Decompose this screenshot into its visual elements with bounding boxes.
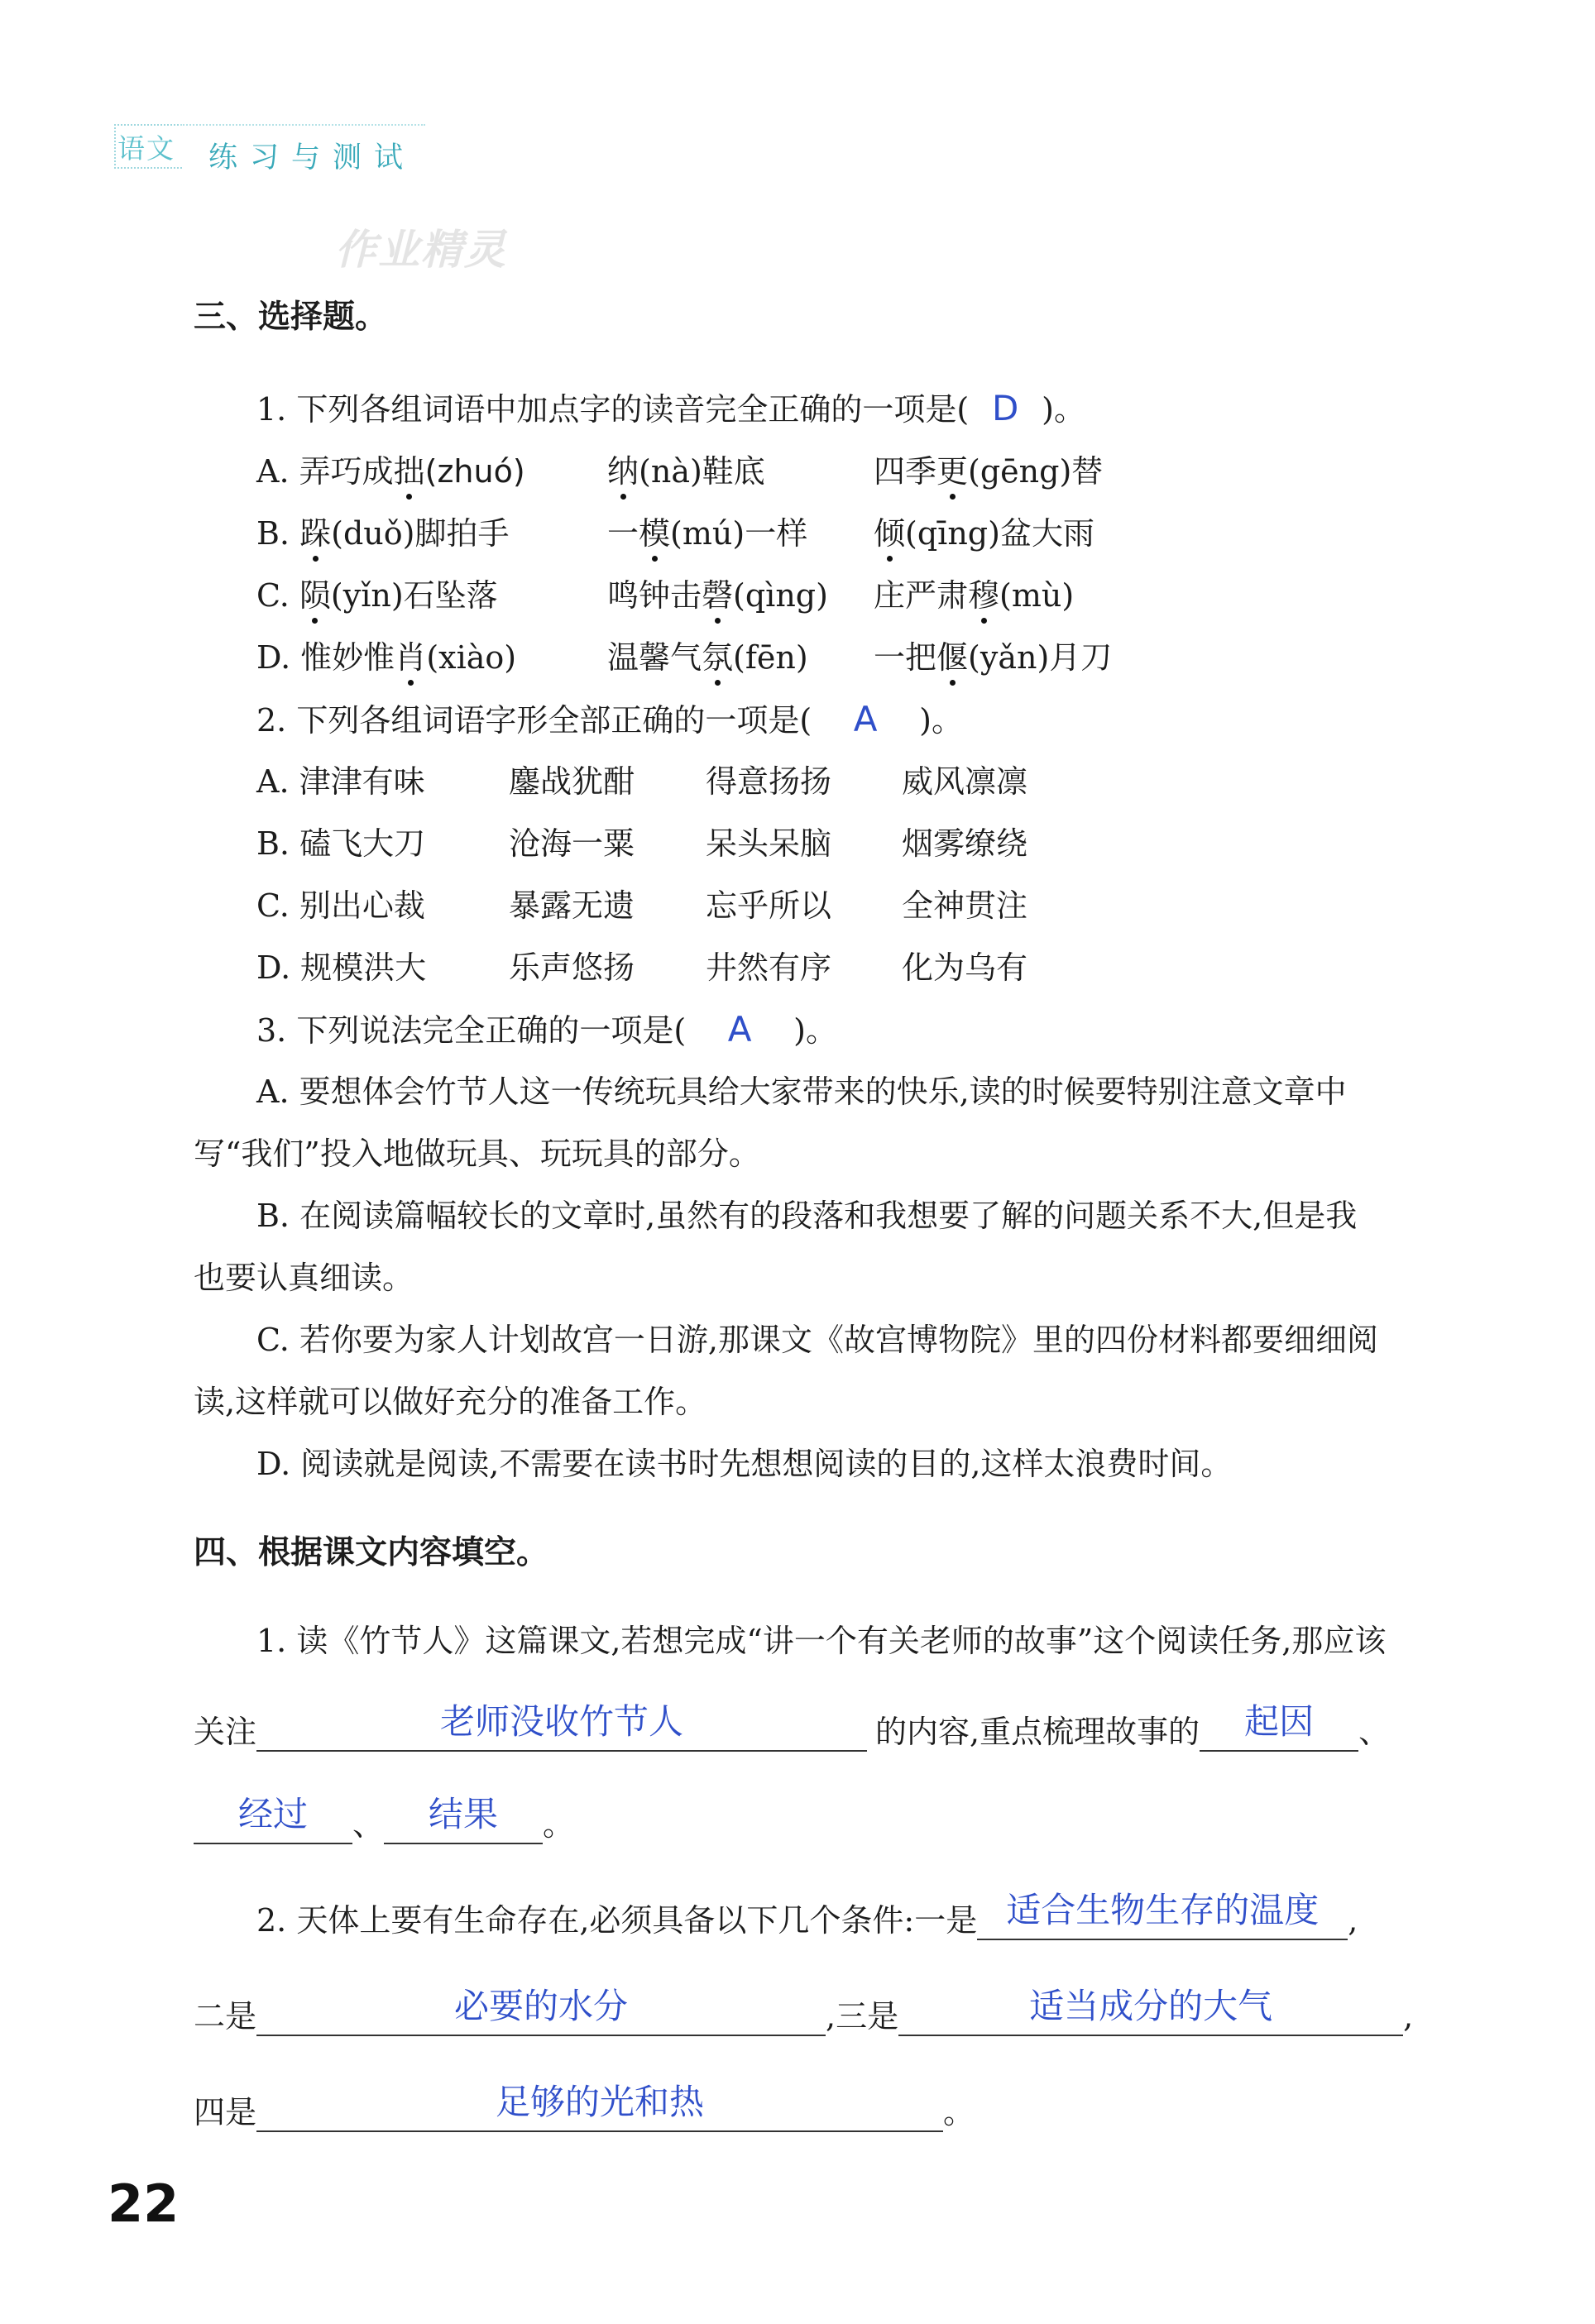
fill-q2-line2: 二是 必要的水分 ,三是 适当成分的大气 , [194, 1986, 1414, 2035]
q1-option-c-col3: 庄严肃穆(mù) [874, 577, 1075, 614]
q2-option-a-w4: 威风凛凛 [902, 763, 1028, 800]
fill-q2-pre: 2. 天体上要有生命存在,必须具备以下几个条件:一是 [256, 1902, 978, 1939]
header-dotted-line [180, 124, 425, 126]
q1-stem [256, 389, 1085, 429]
q1-option-d: D. 惟妙惟肖(xiào) [256, 639, 517, 676]
fill-q1-blank-1[interactable]: 老师没收竹节人 [256, 1710, 867, 1752]
q1-option-d-col3: 一把偃(yǎn)月刀 [874, 639, 1113, 676]
fill-q1-blank-4[interactable]: 结果 [384, 1803, 543, 1844]
q3-stem [256, 1010, 837, 1050]
q2-stem-pre: 2. 下列各组词语字形全部正确的一项是( [256, 702, 812, 739]
q2-stem-post: )。 [919, 702, 963, 739]
q2-option-a-w3: 得意扬扬 [706, 763, 832, 800]
q2-option-d: D. 规模洪大 [256, 949, 427, 986]
fill-q1-line1: 1. 读《竹节人》这篇课文,若想完成“讲一个有关老师的故事”这个阅读任务,那应该 [256, 1623, 1387, 1659]
q2-answer: A [853, 699, 878, 739]
q1-option-a: A. 弄巧成拙(zhuó) [256, 453, 525, 490]
q3-option-a-line2: 写“我们”投入地做玩具、玩玩具的部分。 [194, 1136, 760, 1172]
watermark-logo: 作业精灵 [335, 226, 507, 274]
fill-q2-blank-4[interactable]: 足够的光和热 [256, 2091, 943, 2132]
q1-answer: D [992, 388, 1019, 428]
q2-option-d-w3: 井然有序 [706, 949, 832, 986]
q2-option-a-w2: 鏖战犹酣 [509, 763, 635, 800]
q1-option-a-col3: 四季更(gēng)替 [874, 453, 1104, 490]
fill-q1-pre: 关注 [194, 1714, 257, 1750]
q3-stem-pre: 3. 下列说法完全正确的一项是( [256, 1012, 687, 1049]
q2-option-c-w4: 全神贯注 [902, 887, 1028, 924]
fill-q1-blank-2[interactable]: 起因 [1200, 1710, 1358, 1752]
q1-option-b: B. 跺(duǒ)脚拍手 [256, 515, 510, 552]
q1-option-d-col2: 温馨气氛(fēn) [607, 639, 808, 676]
q1-option-b-col3: 倾(qīng)盆大雨 [874, 515, 1094, 552]
q3-option-c-line2: 读,这样就可以做好充分的准备工作。 [194, 1384, 707, 1420]
q1-option-a-col2: 纳(nà)鞋底 [607, 453, 765, 490]
q2-option-a: A. 津津有味 [256, 763, 425, 800]
q1-stem-post: )。 [1042, 391, 1085, 428]
q3-option-d-line1: D. 阅读就是阅读,不需要在读书时先想想阅读的目的,这样太浪费时间。 [256, 1446, 1233, 1482]
q1-stem-pre: 1. 下列各组词语中加点字的读音完全正确的一项是( [256, 391, 970, 428]
q3-answer: A [727, 1009, 752, 1050]
q2-stem [256, 700, 963, 740]
fill-q2-line3: 四是 足够的光和热 。 [194, 2082, 975, 2130]
q2-option-b-w2: 沧海一粟 [509, 825, 635, 862]
q2-option-b-w3: 呆头呆脑 [706, 825, 832, 862]
q3-stem-post: )。 [793, 1012, 837, 1049]
header-subject: 语文 [117, 132, 175, 165]
fill-q1-line3: 经过 、 结果 。 [194, 1803, 574, 1844]
fill-q2-blank-2[interactable]: 必要的水分 [256, 1995, 826, 2036]
fill-q1-mid: 的内容,重点梳理故事的 [875, 1714, 1200, 1750]
section4-title: 四、根据课文内容填空。 [194, 1533, 549, 1571]
fill-q2-blank-1[interactable]: 适合生物生存的温度 [977, 1899, 1348, 1940]
section3-title: 三、选择题。 [194, 298, 388, 336]
fill-q2-blank-3[interactable]: 适当成分的大气 [898, 1995, 1403, 2036]
fill-q1-blank-3[interactable]: 经过 [194, 1803, 352, 1844]
q1-option-c-col2: 鸣钟击磬(qìng) [607, 577, 828, 614]
header-book-title: 练习与测试 [208, 141, 416, 175]
q1-option-b-col2: 一模(mú)一样 [607, 515, 808, 552]
q2-option-d-w2: 乐声悠扬 [509, 949, 635, 986]
q2-option-c-w3: 忘乎所以 [706, 887, 832, 924]
q2-option-b: B. 磕飞大刀 [256, 825, 426, 862]
fill-q1-line2: 关注 老师没收竹节人 的内容,重点梳理故事的 起因 、 [194, 1701, 1391, 1750]
q2-option-c-w2: 暴露无遗 [509, 887, 635, 924]
page-number: 22 [108, 2173, 180, 2234]
q3-option-b-line2: 也要认真细读。 [194, 1260, 414, 1296]
q2-option-d-w4: 化为乌有 [902, 949, 1028, 986]
q2-option-b-w4: 烟雾缭绕 [902, 825, 1028, 862]
q2-option-c: C. 别出心裁 [256, 887, 425, 924]
q3-option-b-line1: B. 在阅读篇幅较长的文章时,虽然有的段落和我想要了解的问题关系不大,但是我 [256, 1198, 1358, 1234]
fill-q2-line1: 2. 天体上要有生命存在,必须具备以下几个条件:一是 适合生物生存的温度 , [256, 1890, 1358, 1939]
q3-option-c-line1: C. 若你要为家人计划故宫一日游,那课文《故宫博物院》里的四份材料都要细细阅 [256, 1322, 1378, 1358]
q3-option-a-line1: A. 要想体会竹节人这一传统玩具给大家带来的快乐,读的时候要特别注意文章中 [256, 1074, 1347, 1110]
q1-option-c: C. 陨(yǐn)石坠落 [256, 577, 498, 614]
